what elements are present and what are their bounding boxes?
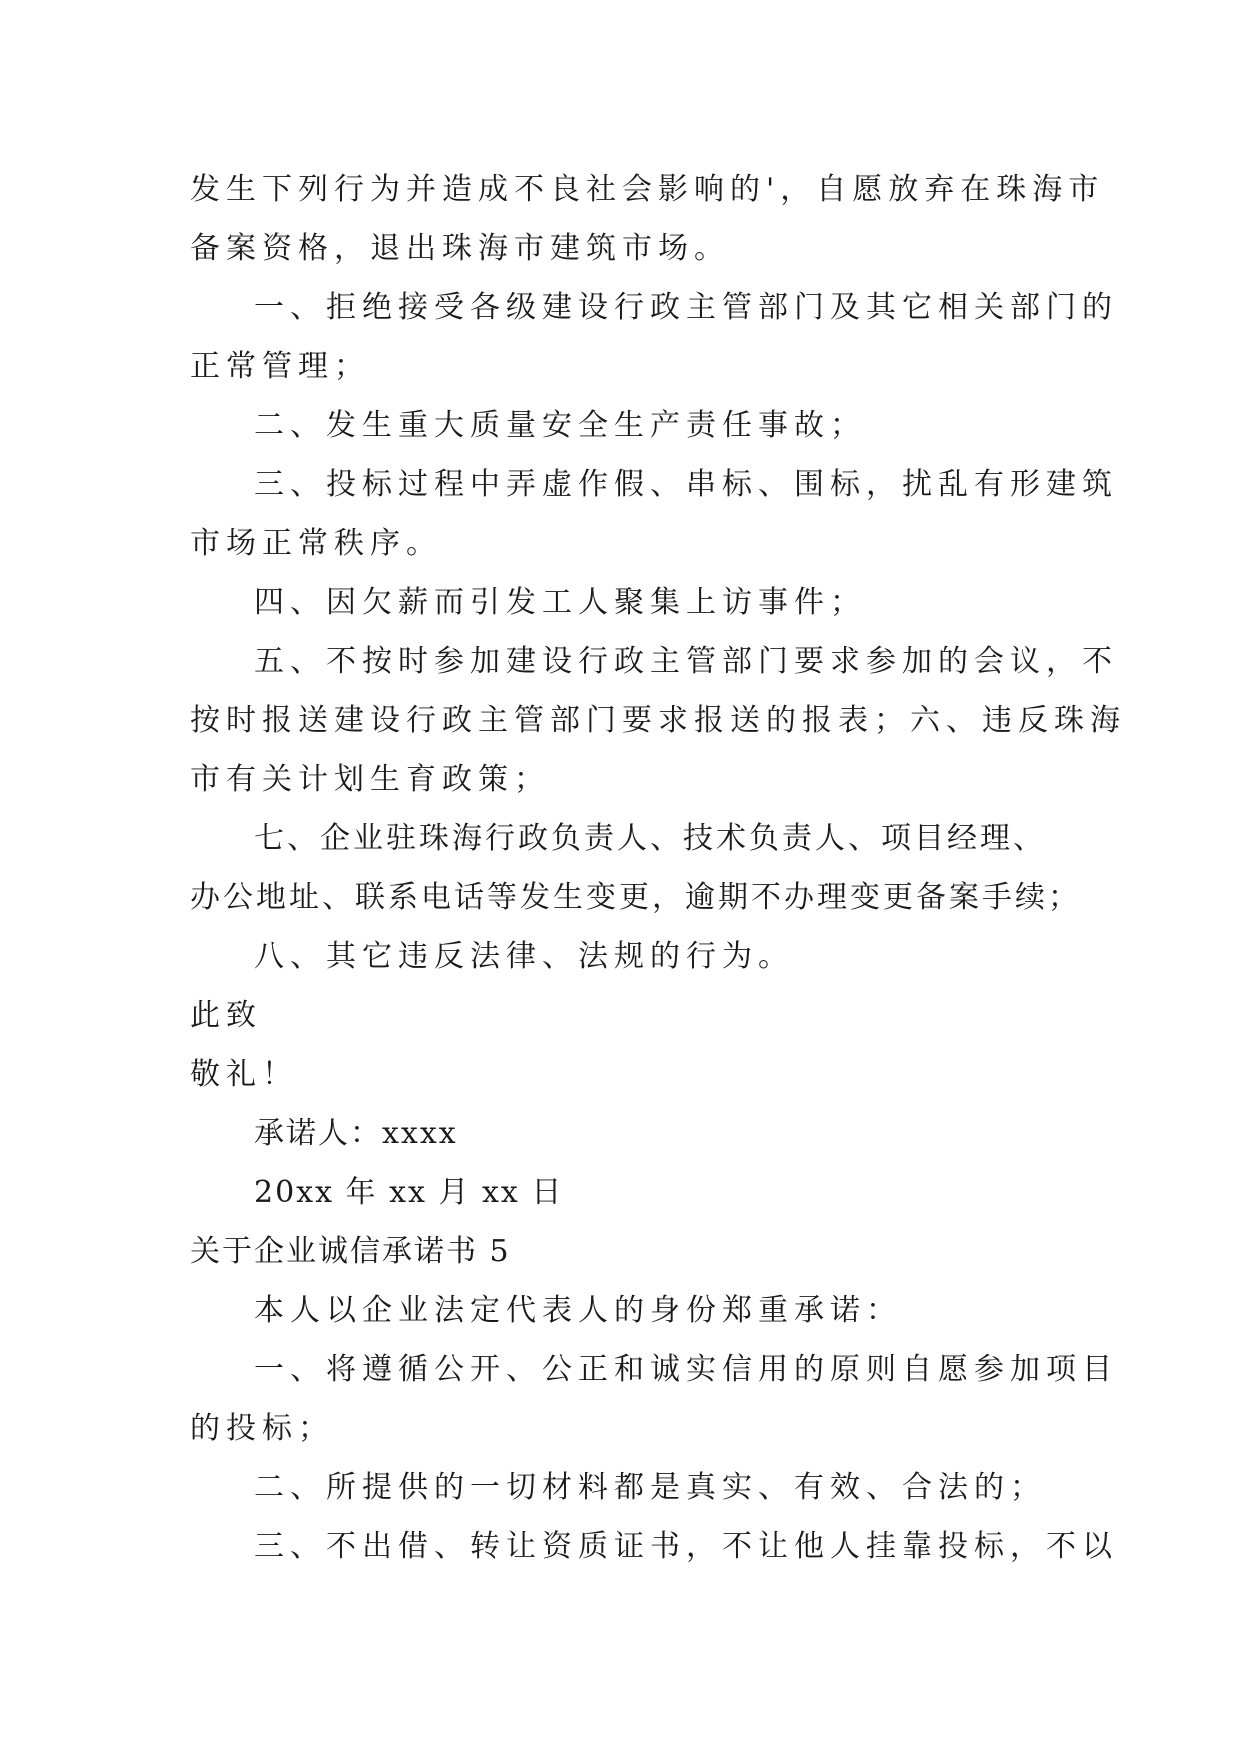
paragraph-line: 市场正常秩序。	[190, 526, 442, 561]
clause-line: 二、发生重大质量安全生产责任事故；	[254, 408, 866, 443]
closing-salutation: 此致	[190, 998, 262, 1033]
clause-line: 五、不按时参加建设行政主管部门要求参加的会议，不	[254, 644, 1118, 679]
paragraph-line: 办公地址、联系电话等发生变更，逾期不办理变更备案手续；	[190, 880, 1081, 915]
document-body	[190, 160, 1126, 1576]
paragraph-line: 的投标；	[190, 1411, 334, 1446]
section-heading: 关于企业诚信承诺书 5	[190, 1234, 511, 1269]
paragraph-line: 市有关计划生育政策；	[190, 762, 550, 797]
clause-line: 三、投标过程中弄虚作假、串标、围标，扰乱有形建筑	[254, 467, 1118, 502]
paragraph-line: 正常管理；	[190, 349, 370, 384]
paragraph-line: 发生下列行为并造成不良社会影响的'，自愿放弃在珠海市	[190, 172, 1105, 207]
closing-regards: 敬礼！	[190, 1057, 298, 1092]
clause-line: 本人以企业法定代表人的身份郑重承诺：	[254, 1293, 902, 1328]
date-line: 20xx 年 xx 月 xx 日	[254, 1175, 564, 1210]
clause-line: 三、不出借、转让资质证书，不让他人挂靠投标，不以	[254, 1529, 1118, 1564]
clause-line: 四、因欠薪而引发工人聚集上访事件；	[254, 585, 866, 620]
paragraph-line: 按时报送建设行政主管部门要求报送的报表；六、违反珠海	[190, 703, 1126, 738]
clause-line: 八、其它违反法律、法规的行为。	[254, 939, 794, 974]
paragraph-line: 备案资格，退出珠海市建筑市场。	[190, 231, 730, 266]
clause-line: 二、所提供的一切材料都是真实、有效、合法的；	[254, 1470, 1046, 1505]
clause-line: 七、企业驻珠海行政负责人、技术负责人、项目经理、	[254, 821, 1046, 856]
clause-line: 一、拒绝接受各级建设行政主管部门及其它相关部门的	[254, 290, 1118, 325]
signatory-line: 承诺人：xxxx	[254, 1116, 458, 1151]
clause-line: 一、将遵循公开、公正和诚实信用的原则自愿参加项目	[254, 1352, 1118, 1387]
